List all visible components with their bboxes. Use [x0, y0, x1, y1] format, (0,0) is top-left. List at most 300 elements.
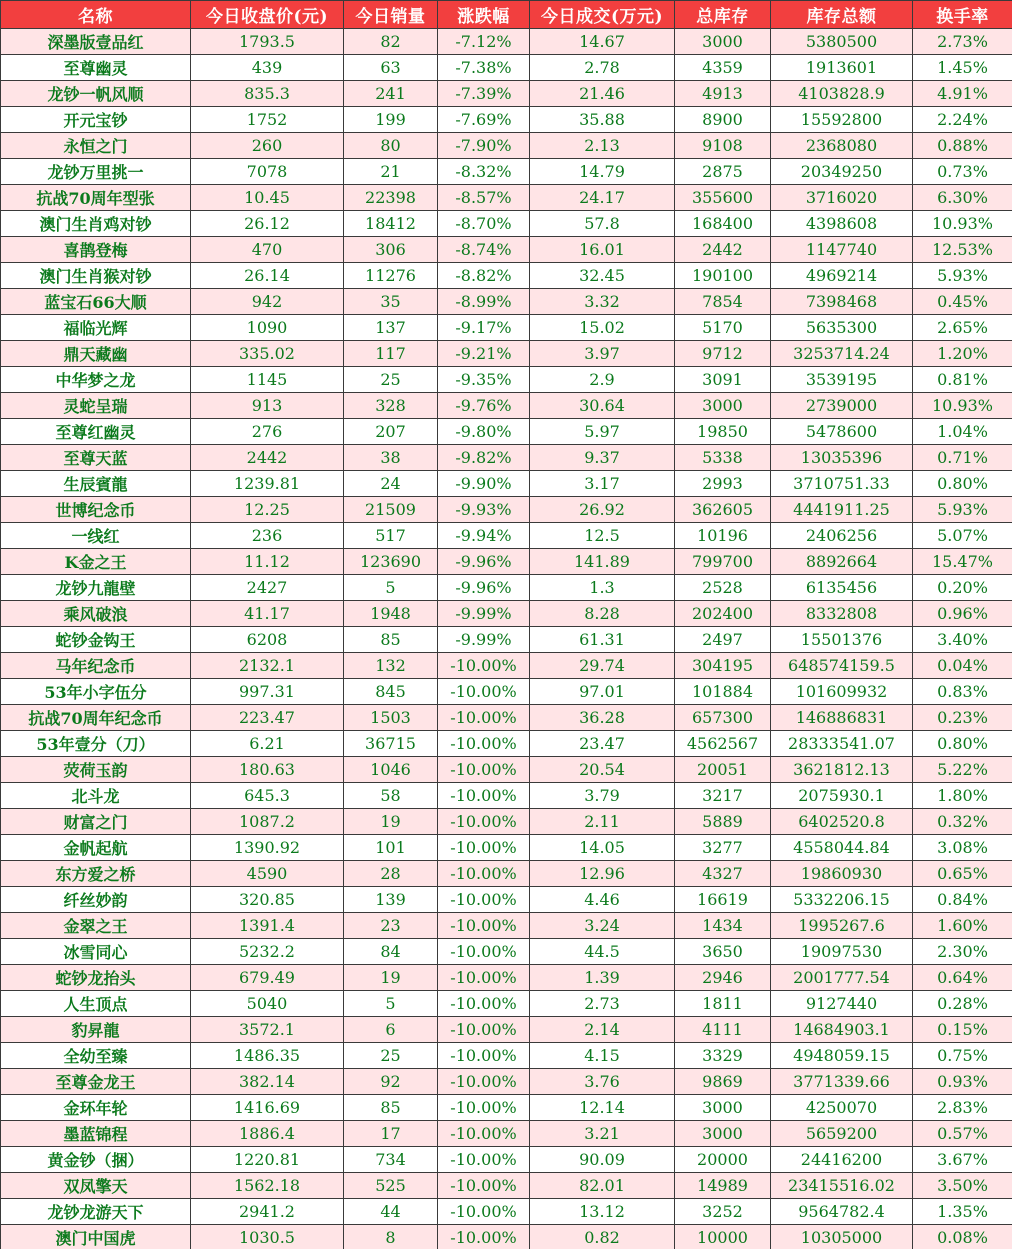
- cell-sales-volume: 92: [344, 1069, 438, 1095]
- cell-inventory-value: 5332206.15: [771, 887, 913, 913]
- cell-total-inventory: 4913: [675, 81, 771, 107]
- cell-total-inventory: 3329: [675, 1043, 771, 1069]
- cell-name: 澳门生肖鸡对钞: [1, 211, 191, 237]
- table-row: [1, 705, 1012, 731]
- cell-inventory-value: 3253714.24: [771, 341, 913, 367]
- cell-inventory-value: 8892664: [771, 549, 913, 575]
- cell-sales-volume: 85: [344, 1095, 438, 1121]
- cell-total-inventory: 7854: [675, 289, 771, 315]
- cell-turnover-amount: 4.15: [530, 1043, 675, 1069]
- header-total-inventory: 总库存: [675, 1, 771, 29]
- cell-turnover-rate: 3.40%: [913, 627, 1012, 653]
- cell-change-pct: -10.00%: [438, 653, 530, 679]
- table-row: [1, 783, 1012, 809]
- cell-total-inventory: 9869: [675, 1069, 771, 1095]
- cell-name: 蓝宝石66大顺: [1, 289, 191, 315]
- cell-sales-volume: 28: [344, 861, 438, 887]
- table-row: [1, 367, 1012, 393]
- cell-turnover-rate: 4.91%: [913, 81, 1012, 107]
- cell-sales-volume: 23: [344, 913, 438, 939]
- cell-name: 喜鹊登梅: [1, 237, 191, 263]
- cell-turnover-rate: 5.22%: [913, 757, 1012, 783]
- cell-inventory-value: 15592800: [771, 107, 913, 133]
- cell-name: 金翠之王: [1, 913, 191, 939]
- cell-change-pct: -10.00%: [438, 1173, 530, 1199]
- cell-sales-volume: 525: [344, 1173, 438, 1199]
- cell-turnover-amount: 21.46: [530, 81, 675, 107]
- cell-sales-volume: 8: [344, 1225, 438, 1249]
- cell-inventory-value: 4441911.25: [771, 497, 913, 523]
- cell-name: 至尊金龙王: [1, 1069, 191, 1095]
- cell-close-price: 1145: [191, 367, 344, 393]
- cell-close-price: 645.3: [191, 783, 344, 809]
- cell-turnover-amount: 26.92: [530, 497, 675, 523]
- cell-turnover-amount: 1.39: [530, 965, 675, 991]
- cell-change-pct: -9.76%: [438, 393, 530, 419]
- cell-name: 龙钞龙游天下: [1, 1199, 191, 1225]
- table-row: [1, 289, 1012, 315]
- cell-inventory-value: 7398468: [771, 289, 913, 315]
- cell-sales-volume: 24: [344, 471, 438, 497]
- cell-total-inventory: 355600: [675, 185, 771, 211]
- table-row: [1, 445, 1012, 471]
- cell-change-pct: -9.93%: [438, 497, 530, 523]
- cell-close-price: 679.49: [191, 965, 344, 991]
- cell-total-inventory: 4111: [675, 1017, 771, 1043]
- cell-name: 龙钞万里挑一: [1, 159, 191, 185]
- cell-inventory-value: 101609932: [771, 679, 913, 705]
- cell-total-inventory: 202400: [675, 601, 771, 627]
- cell-change-pct: -10.00%: [438, 1225, 530, 1249]
- cell-name: 金帆起航: [1, 835, 191, 861]
- cell-change-pct: -9.35%: [438, 367, 530, 393]
- cell-change-pct: -8.32%: [438, 159, 530, 185]
- cell-turnover-rate: 5.93%: [913, 263, 1012, 289]
- cell-change-pct: -9.99%: [438, 601, 530, 627]
- cell-close-price: 1087.2: [191, 809, 344, 835]
- cell-sales-volume: 85: [344, 627, 438, 653]
- table-row: [1, 1199, 1012, 1225]
- cell-total-inventory: 4562567: [675, 731, 771, 757]
- table-row: [1, 341, 1012, 367]
- table-row: [1, 471, 1012, 497]
- cell-turnover-rate: 0.93%: [913, 1069, 1012, 1095]
- cell-inventory-value: 3621812.13: [771, 757, 913, 783]
- cell-sales-volume: 6: [344, 1017, 438, 1043]
- cell-change-pct: -10.00%: [438, 1121, 530, 1147]
- table-row: [1, 1069, 1012, 1095]
- cell-turnover-amount: 3.17: [530, 471, 675, 497]
- cell-name: 墨蓝锦程: [1, 1121, 191, 1147]
- cell-inventory-value: 10305000: [771, 1225, 913, 1249]
- table-row: [1, 991, 1012, 1017]
- table-row: [1, 575, 1012, 601]
- cell-turnover-amount: 5.97: [530, 419, 675, 445]
- cell-turnover-rate: 0.20%: [913, 575, 1012, 601]
- cell-turnover-amount: 8.28: [530, 601, 675, 627]
- cell-total-inventory: 3650: [675, 939, 771, 965]
- cell-change-pct: -10.00%: [438, 887, 530, 913]
- cell-turnover-amount: 61.31: [530, 627, 675, 653]
- cell-turnover-amount: 12.5: [530, 523, 675, 549]
- cell-change-pct: -10.00%: [438, 861, 530, 887]
- cell-close-price: 7078: [191, 159, 344, 185]
- cell-inventory-value: 146886831: [771, 705, 913, 731]
- table-row: [1, 419, 1012, 445]
- cell-inventory-value: 1147740: [771, 237, 913, 263]
- table-row: [1, 601, 1012, 627]
- table-row: [1, 81, 1012, 107]
- cell-turnover-amount: 36.28: [530, 705, 675, 731]
- cell-total-inventory: 5170: [675, 315, 771, 341]
- cell-sales-volume: 63: [344, 55, 438, 81]
- cell-change-pct: -7.39%: [438, 81, 530, 107]
- cell-change-pct: -9.96%: [438, 575, 530, 601]
- cell-close-price: 260: [191, 133, 344, 159]
- cell-close-price: 1793.5: [191, 29, 344, 55]
- cell-total-inventory: 2875: [675, 159, 771, 185]
- cell-turnover-rate: 0.75%: [913, 1043, 1012, 1069]
- table-row: [1, 1095, 1012, 1121]
- cell-sales-volume: 80: [344, 133, 438, 159]
- cell-change-pct: -9.96%: [438, 549, 530, 575]
- cell-close-price: 1030.5: [191, 1225, 344, 1249]
- cell-change-pct: -8.74%: [438, 237, 530, 263]
- cell-close-price: 942: [191, 289, 344, 315]
- cell-turnover-rate: 0.28%: [913, 991, 1012, 1017]
- table-row: [1, 861, 1012, 887]
- cell-sales-volume: 19: [344, 809, 438, 835]
- table-row: [1, 1173, 1012, 1199]
- cell-inventory-value: 4969214: [771, 263, 913, 289]
- cell-close-price: 470: [191, 237, 344, 263]
- cell-total-inventory: 3000: [675, 1121, 771, 1147]
- cell-close-price: 223.47: [191, 705, 344, 731]
- cell-change-pct: -9.94%: [438, 523, 530, 549]
- cell-change-pct: -9.99%: [438, 627, 530, 653]
- cell-inventory-value: 14684903.1: [771, 1017, 913, 1043]
- cell-turnover-amount: 14.79: [530, 159, 675, 185]
- cell-close-price: 26.14: [191, 263, 344, 289]
- cell-total-inventory: 168400: [675, 211, 771, 237]
- cell-sales-volume: 25: [344, 367, 438, 393]
- table-row: [1, 185, 1012, 211]
- cell-turnover-amount: 14.67: [530, 29, 675, 55]
- cell-sales-volume: 101: [344, 835, 438, 861]
- cell-turnover-amount: 141.89: [530, 549, 675, 575]
- cell-name: 53年壹分（刀）: [1, 731, 191, 757]
- cell-change-pct: -10.00%: [438, 835, 530, 861]
- cell-turnover-rate: 0.83%: [913, 679, 1012, 705]
- cell-sales-volume: 84: [344, 939, 438, 965]
- cell-name: 金环年轮: [1, 1095, 191, 1121]
- table-row: [1, 939, 1012, 965]
- cell-inventory-value: 4398608: [771, 211, 913, 237]
- cell-close-price: 1416.69: [191, 1095, 344, 1121]
- cell-inventory-value: 1913601: [771, 55, 913, 81]
- cell-total-inventory: 3000: [675, 393, 771, 419]
- table-row: [1, 1017, 1012, 1043]
- cell-turnover-rate: 0.73%: [913, 159, 1012, 185]
- cell-name: 东方爱之桥: [1, 861, 191, 887]
- cell-close-price: 2941.2: [191, 1199, 344, 1225]
- header-turnover-amount: 今日成交(万元): [530, 1, 675, 29]
- cell-change-pct: -10.00%: [438, 1069, 530, 1095]
- cell-turnover-amount: 2.78: [530, 55, 675, 81]
- cell-total-inventory: 2497: [675, 627, 771, 653]
- cell-turnover-amount: 57.8: [530, 211, 675, 237]
- cell-inventory-value: 5635300: [771, 315, 913, 341]
- cell-total-inventory: 5889: [675, 809, 771, 835]
- cell-inventory-value: 13035396: [771, 445, 913, 471]
- cell-turnover-rate: 3.50%: [913, 1173, 1012, 1199]
- cell-inventory-value: 3539195: [771, 367, 913, 393]
- cell-close-price: 41.17: [191, 601, 344, 627]
- cell-turnover-rate: 0.57%: [913, 1121, 1012, 1147]
- cell-turnover-rate: 0.23%: [913, 705, 1012, 731]
- cell-turnover-amount: 12.14: [530, 1095, 675, 1121]
- cell-turnover-rate: 0.81%: [913, 367, 1012, 393]
- cell-total-inventory: 4327: [675, 861, 771, 887]
- cell-total-inventory: 3277: [675, 835, 771, 861]
- cell-inventory-value: 4558044.84: [771, 835, 913, 861]
- cell-sales-volume: 35: [344, 289, 438, 315]
- table-row: [1, 627, 1012, 653]
- cell-change-pct: -10.00%: [438, 1147, 530, 1173]
- cell-turnover-rate: 0.80%: [913, 731, 1012, 757]
- cell-turnover-amount: 4.46: [530, 887, 675, 913]
- header-sales-volume: 今日销量: [344, 1, 438, 29]
- cell-close-price: 12.25: [191, 497, 344, 523]
- cell-total-inventory: 4359: [675, 55, 771, 81]
- cell-name: 纤丝妙韵: [1, 887, 191, 913]
- cell-sales-volume: 22398: [344, 185, 438, 211]
- table-row: [1, 393, 1012, 419]
- table-row: [1, 835, 1012, 861]
- cell-turnover-rate: 1.80%: [913, 783, 1012, 809]
- cell-inventory-value: 6402520.8: [771, 809, 913, 835]
- cell-close-price: 913: [191, 393, 344, 419]
- cell-sales-volume: 845: [344, 679, 438, 705]
- cell-close-price: 1390.92: [191, 835, 344, 861]
- cell-name: 53年小字伍分: [1, 679, 191, 705]
- cell-inventory-value: 6135456: [771, 575, 913, 601]
- cell-close-price: 1562.18: [191, 1173, 344, 1199]
- cell-total-inventory: 657300: [675, 705, 771, 731]
- cell-close-price: 3572.1: [191, 1017, 344, 1043]
- cell-turnover-rate: 0.84%: [913, 887, 1012, 913]
- cell-name: 乘风破浪: [1, 601, 191, 627]
- cell-name: 冰雪同心: [1, 939, 191, 965]
- table-row: [1, 237, 1012, 263]
- cell-turnover-amount: 9.37: [530, 445, 675, 471]
- cell-name: 鼎天藏幽: [1, 341, 191, 367]
- cell-sales-volume: 137: [344, 315, 438, 341]
- cell-turnover-rate: 0.32%: [913, 809, 1012, 835]
- cell-close-price: 335.02: [191, 341, 344, 367]
- cell-change-pct: -10.00%: [438, 913, 530, 939]
- cell-sales-volume: 207: [344, 419, 438, 445]
- cell-turnover-amount: 2.14: [530, 1017, 675, 1043]
- cell-turnover-amount: 14.05: [530, 835, 675, 861]
- cell-turnover-amount: 3.24: [530, 913, 675, 939]
- cell-turnover-amount: 2.9: [530, 367, 675, 393]
- cell-turnover-rate: 1.20%: [913, 341, 1012, 367]
- cell-inventory-value: 2739000: [771, 393, 913, 419]
- cell-sales-volume: 132: [344, 653, 438, 679]
- cell-inventory-value: 4948059.15: [771, 1043, 913, 1069]
- cell-inventory-value: 2406256: [771, 523, 913, 549]
- cell-change-pct: -7.12%: [438, 29, 530, 55]
- cell-total-inventory: 3000: [675, 29, 771, 55]
- cell-close-price: 10.45: [191, 185, 344, 211]
- cell-total-inventory: 16619: [675, 887, 771, 913]
- cell-sales-volume: 1948: [344, 601, 438, 627]
- cell-total-inventory: 20000: [675, 1147, 771, 1173]
- cell-total-inventory: 101884: [675, 679, 771, 705]
- cell-change-pct: -10.00%: [438, 679, 530, 705]
- table-row: [1, 757, 1012, 783]
- cell-sales-volume: 5: [344, 575, 438, 601]
- cell-name: 荧荷玉韵: [1, 757, 191, 783]
- header-name: 名称: [1, 1, 191, 29]
- cell-name: 龙钞一帆风顺: [1, 81, 191, 107]
- cell-change-pct: -10.00%: [438, 1199, 530, 1225]
- cell-close-price: 1220.81: [191, 1147, 344, 1173]
- cell-change-pct: -10.00%: [438, 965, 530, 991]
- cell-turnover-rate: 2.73%: [913, 29, 1012, 55]
- table-row: [1, 913, 1012, 939]
- cell-turnover-amount: 24.17: [530, 185, 675, 211]
- cell-close-price: 1886.4: [191, 1121, 344, 1147]
- table-row: [1, 887, 1012, 913]
- cell-sales-volume: 517: [344, 523, 438, 549]
- cell-total-inventory: 1811: [675, 991, 771, 1017]
- cell-name: 至尊红幽灵: [1, 419, 191, 445]
- cell-turnover-rate: 6.30%: [913, 185, 1012, 211]
- table-row: [1, 29, 1012, 55]
- cell-name: 财富之门: [1, 809, 191, 835]
- cell-inventory-value: 3710751.33: [771, 471, 913, 497]
- cell-close-price: 1391.4: [191, 913, 344, 939]
- cell-inventory-value: 2075930.1: [771, 783, 913, 809]
- cell-total-inventory: 304195: [675, 653, 771, 679]
- table-row: [1, 211, 1012, 237]
- cell-close-price: 2427: [191, 575, 344, 601]
- cell-total-inventory: 2946: [675, 965, 771, 991]
- cell-turnover-amount: 20.54: [530, 757, 675, 783]
- cell-turnover-amount: 82.01: [530, 1173, 675, 1199]
- cell-total-inventory: 10000: [675, 1225, 771, 1249]
- cell-turnover-rate: 2.30%: [913, 939, 1012, 965]
- cell-inventory-value: 5659200: [771, 1121, 913, 1147]
- cell-turnover-amount: 12.96: [530, 861, 675, 887]
- table-row: [1, 1225, 1012, 1249]
- cell-turnover-amount: 30.64: [530, 393, 675, 419]
- cell-turnover-amount: 3.32: [530, 289, 675, 315]
- cell-sales-volume: 117: [344, 341, 438, 367]
- cell-turnover-amount: 23.47: [530, 731, 675, 757]
- cell-inventory-value: 5380500: [771, 29, 913, 55]
- cell-turnover-rate: 10.93%: [913, 393, 1012, 419]
- cell-change-pct: -9.90%: [438, 471, 530, 497]
- cell-inventory-value: 15501376: [771, 627, 913, 653]
- cell-inventory-value: 2368080: [771, 133, 913, 159]
- cell-close-price: 382.14: [191, 1069, 344, 1095]
- header-inventory-value: 库存总额: [771, 1, 913, 29]
- cell-close-price: 26.12: [191, 211, 344, 237]
- cell-total-inventory: 2442: [675, 237, 771, 263]
- cell-sales-volume: 44: [344, 1199, 438, 1225]
- cell-close-price: 1752: [191, 107, 344, 133]
- cell-name: 马年纪念币: [1, 653, 191, 679]
- cell-name: 北斗龙: [1, 783, 191, 809]
- cell-inventory-value: 28333541.07: [771, 731, 913, 757]
- cell-turnover-rate: 5.07%: [913, 523, 1012, 549]
- cell-sales-volume: 82: [344, 29, 438, 55]
- header-close-price: 今日收盘价(元): [191, 1, 344, 29]
- cell-turnover-amount: 2.13: [530, 133, 675, 159]
- cell-name: 黄金钞（捆）: [1, 1147, 191, 1173]
- cell-change-pct: -7.38%: [438, 55, 530, 81]
- cell-change-pct: -9.80%: [438, 419, 530, 445]
- cell-turnover-rate: 0.15%: [913, 1017, 1012, 1043]
- cell-sales-volume: 123690: [344, 549, 438, 575]
- cell-name: 豹昇龍: [1, 1017, 191, 1043]
- cell-close-price: 5040: [191, 991, 344, 1017]
- cell-change-pct: -10.00%: [438, 705, 530, 731]
- cell-turnover-rate: 1.35%: [913, 1199, 1012, 1225]
- cell-turnover-rate: 0.45%: [913, 289, 1012, 315]
- cell-change-pct: -8.70%: [438, 211, 530, 237]
- cell-turnover-rate: 0.88%: [913, 133, 1012, 159]
- cell-change-pct: -7.69%: [438, 107, 530, 133]
- cell-turnover-rate: 2.24%: [913, 107, 1012, 133]
- cell-total-inventory: 799700: [675, 549, 771, 575]
- header-turnover-rate: 换手率: [913, 1, 1012, 29]
- table-row: [1, 965, 1012, 991]
- cell-name: 蛇钞金钩王: [1, 627, 191, 653]
- table-row: [1, 653, 1012, 679]
- cell-turnover-rate: 5.93%: [913, 497, 1012, 523]
- cell-sales-volume: 36715: [344, 731, 438, 757]
- cell-inventory-value: 4250070: [771, 1095, 913, 1121]
- cell-sales-volume: 328: [344, 393, 438, 419]
- cell-close-price: 6208: [191, 627, 344, 653]
- cell-sales-volume: 18412: [344, 211, 438, 237]
- cell-total-inventory: 14989: [675, 1173, 771, 1199]
- table-row: [1, 523, 1012, 549]
- cell-turnover-rate: 12.53%: [913, 237, 1012, 263]
- cell-total-inventory: 1434: [675, 913, 771, 939]
- cell-turnover-rate: 0.65%: [913, 861, 1012, 887]
- cell-turnover-amount: 32.45: [530, 263, 675, 289]
- cell-change-pct: -10.00%: [438, 1017, 530, 1043]
- table-header: [1, 1, 1012, 29]
- cell-inventory-value: 9127440: [771, 991, 913, 1017]
- cell-inventory-value: 19097530: [771, 939, 913, 965]
- cell-sales-volume: 1503: [344, 705, 438, 731]
- cell-turnover-amount: 90.09: [530, 1147, 675, 1173]
- cell-sales-volume: 38: [344, 445, 438, 471]
- cell-close-price: 2132.1: [191, 653, 344, 679]
- cell-inventory-value: 2001777.54: [771, 965, 913, 991]
- cell-inventory-value: 4103828.9: [771, 81, 913, 107]
- cell-close-price: 2442: [191, 445, 344, 471]
- cell-name: 开元宝钞: [1, 107, 191, 133]
- cell-name: 蛇钞龙抬头: [1, 965, 191, 991]
- cell-name: 澳门中国虎: [1, 1225, 191, 1249]
